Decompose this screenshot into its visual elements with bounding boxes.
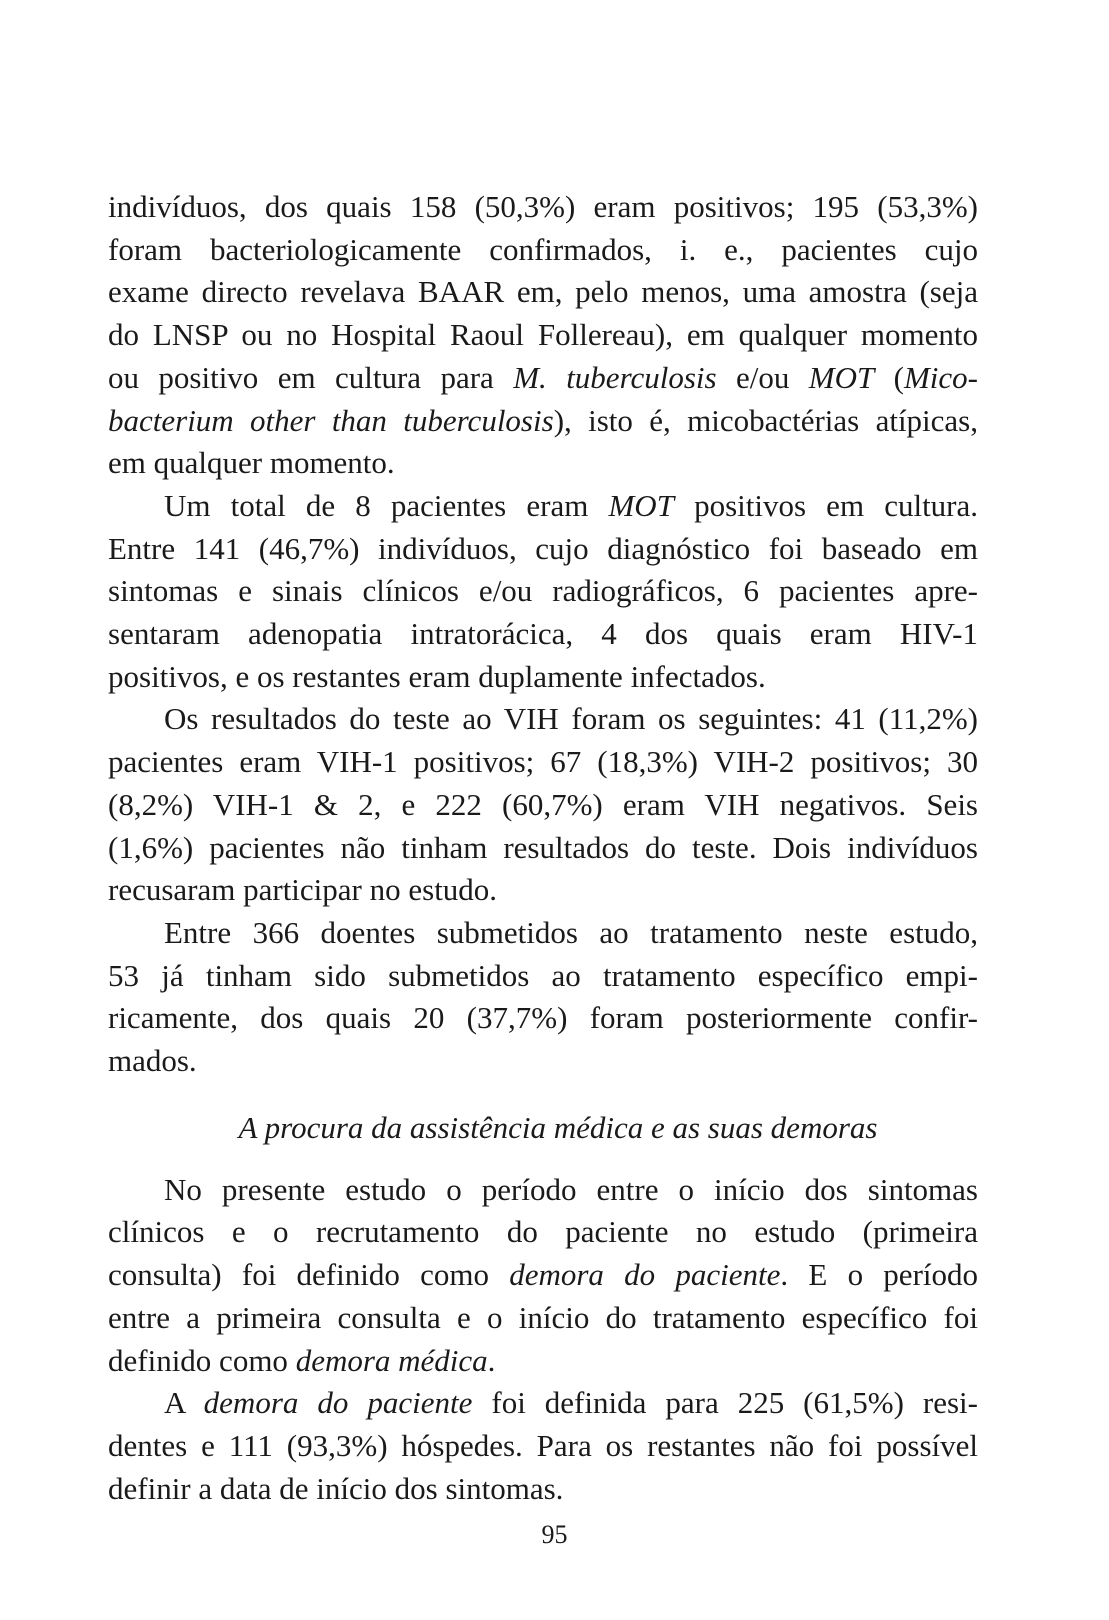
- paragraph-p4: [108, 912, 978, 1083]
- text-line: A demora do paciente foi definida para 225 (61,5%) resi-: [164, 1385, 978, 1421]
- text-line: ricamente, dos quais 20 (37,7%) foram posteriormente confir-: [108, 1000, 978, 1036]
- text-block-before-heading: [108, 186, 978, 1083]
- text-line: mados.: [108, 1043, 197, 1079]
- text-line: (8,2%) VIH-1 & 2, e 222 (60,7%) eram VIH negativos. Seis: [108, 786, 978, 822]
- text-line: (1,6%) pacientes não tinham resultados do teste. Dois indivíduos: [108, 829, 978, 865]
- text-line: definido como demora médica.: [108, 1342, 496, 1378]
- text-line: pacientes eram VIH-1 positivos; 67 (18,3%) VIH-2 positivos; 30: [108, 744, 978, 780]
- text-line: consulta) foi definido como demora do paciente. E o período: [108, 1257, 979, 1293]
- text-line: recusaram participar no estudo.: [108, 872, 498, 908]
- text-line: positivos, e os restantes eram duplamente infectados.: [108, 658, 766, 694]
- text-line: definir a data de início dos sintomas.: [108, 1470, 564, 1506]
- text-line: Entre 141 (46,7%) indivíduos, cujo diagnóstico foi baseado em: [108, 530, 978, 566]
- page-number: 95: [541, 1520, 568, 1549]
- text-line: Entre 366 doentes submetidos ao tratamento neste estudo,: [164, 914, 978, 950]
- text-line: 53 já tinham sido submetidos ao tratamento específico empi-: [108, 957, 978, 993]
- text-line: exame directo revelava BAAR em, pelo menos, uma amostra (seja: [108, 274, 978, 310]
- text-line: indivíduos, dos quais 158 (50,3%) eram positivos; 195 (53,3%): [108, 189, 978, 224]
- text-line: Os resultados do teste ao VIH foram os seguintes: 41 (11,2%): [164, 701, 978, 737]
- paragraph-p3: [108, 698, 978, 912]
- text-line: foram bacteriologicamente confirmados, i. e., pacientes cujo: [108, 231, 978, 267]
- text-line: bacterium other than tuberculosis), isto é, micobactérias atípicas,: [108, 402, 978, 438]
- text-line: sentaram adenopatia intratorácica, 4 dos quais eram HIV-1: [108, 616, 978, 652]
- paragraph-p1: [108, 186, 978, 485]
- text-line: No presente estudo o período entre o início dos sintomas: [164, 1171, 978, 1207]
- section-heading: A procura da assistência médica e as suas demoras: [238, 1109, 878, 1145]
- text-line: dentes e 111 (93,3%) hóspedes. Para os restantes não foi possível: [108, 1427, 978, 1463]
- text-block-after-heading: [108, 1169, 978, 1511]
- text-line: do LNSP ou no Hospital Raoul Follereau), em qualquer momento: [108, 317, 978, 353]
- paragraph-p5: [108, 1169, 978, 1383]
- paragraph-p6: [108, 1382, 978, 1510]
- text-line: em qualquer momento.: [108, 445, 395, 481]
- paragraph-p2: [108, 485, 978, 699]
- text-line: entre a primeira consulta e o início do tratamento específico foi: [108, 1299, 978, 1335]
- text-line: clínicos e o recrutamento do paciente no estudo (primeira: [108, 1214, 978, 1250]
- page-body: [108, 186, 978, 1510]
- text-line: ou positivo em cultura para M. tuberculosis e/ou MOT (Mico-: [108, 359, 979, 395]
- text-line: Um total de 8 pacientes eram MOT positivos em cultura.: [164, 487, 979, 523]
- text-line: sintomas e sinais clínicos e/ou radiográficos, 6 pacientes apre-: [108, 573, 978, 609]
